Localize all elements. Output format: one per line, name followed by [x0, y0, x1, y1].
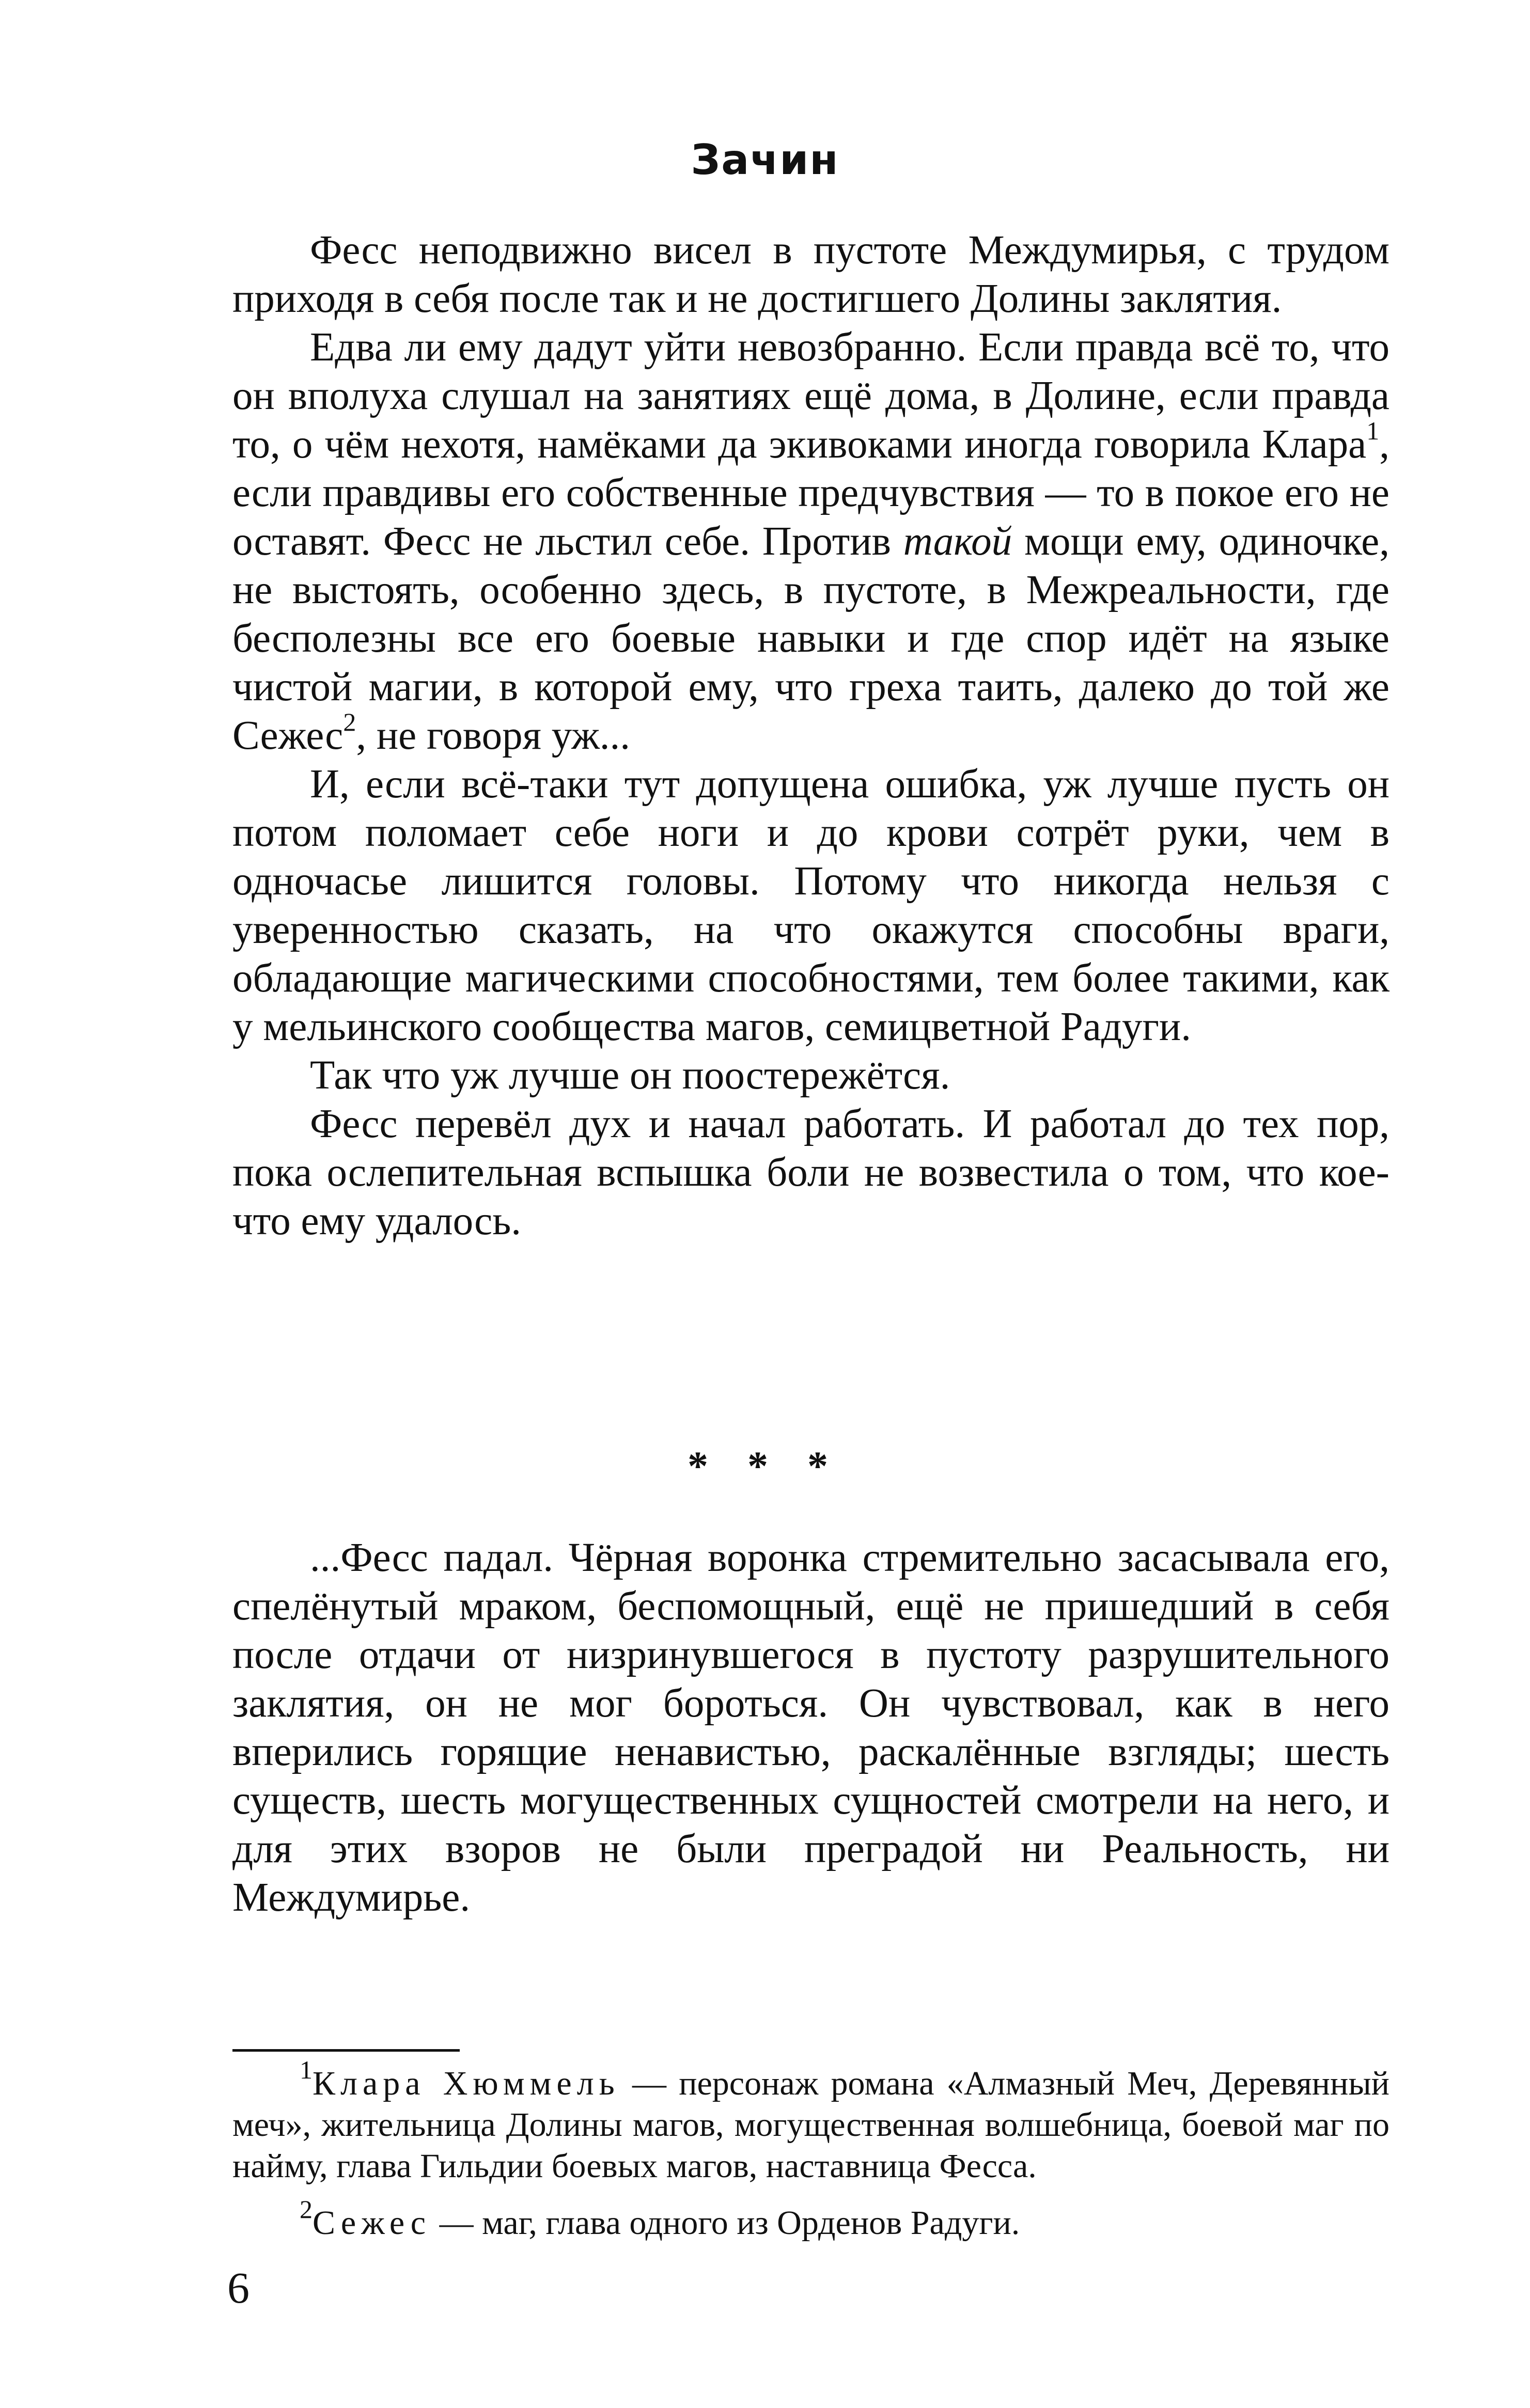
footnote-ref-1[interactable]: 1 [1366, 416, 1380, 445]
scene-break: * * * [688, 1444, 842, 1489]
footnote-1-marker: 1 [300, 2055, 313, 2084]
page-number: 6 [227, 2263, 249, 2312]
paragraph-2-italic: такой [903, 519, 1012, 564]
footnote-ref-2[interactable]: 2 [343, 707, 356, 736]
footnote-2-marker: 2 [300, 2195, 313, 2224]
footnote-1 [232, 2055, 1390, 2187]
footnote-divider [232, 2049, 460, 2052]
paragraph-2 [232, 323, 1390, 760]
paragraph-5: Фесс перевёл дух и начал работать. И работал до тех пор, пока ослепительная вспышка боли не возвестила о том, что кое-что ему удалось. [232, 1101, 1390, 1244]
footnote-1-term: Клара Хюммель [313, 2065, 620, 2102]
footnote-2-term: Сежес [313, 2204, 431, 2242]
footnote-2-text: — маг, глава одного из Орденов Радуги. [431, 2204, 1020, 2242]
paragraph-4: Так что уж лучше он поостережётся. [310, 1053, 950, 1098]
paragraph-2-part-1: Едва ли ему дадут уйти невозбранно. Если правда всё то, что он вполуха слушал на занятиях ещё дома, в Долине, если правда то, о чём нехотя, намёками да экивоками иногда говорила Клара [232, 325, 1390, 467]
paragraph-2-part-3: мощи ему, одиночке, не выстоять, особенно здесь, в пустоте, в Межреальности, где бесполезны все его боевые навыки и где спор идёт на языке чистой магии, в которой ему, что греха таить, далеко до той же Сежес [232, 519, 1390, 758]
paragraph-2-part-2: , если правдивы его собственные предчувствия — то в покое его не оставят. Фесс не льстил себе. Против [232, 422, 1390, 564]
paragraph-2-part-4: , не говоря уж... [356, 713, 631, 758]
main-text-bottom [232, 1534, 1390, 1922]
footnote-1-text: — персонаж романа «Алмазный Меч, Деревянный меч», жительница Долины магов, могущественная волшебница, боевой маг по найму, глава Гильдии боевых магов, наставница Фесса. [232, 2065, 1390, 2185]
footnote-2 [232, 2195, 1390, 2244]
paragraph-1: Фесс неподвижно висел в пустоте Междумирья, с трудом приходя в себя после так и не достигшего Долины заклятия. [232, 228, 1390, 321]
main-text-top [232, 226, 1390, 1246]
chapter-title: Зачин [691, 136, 839, 184]
footnotes [232, 2055, 1390, 2244]
paragraph-6: ...Фесс падал. Чёрная воронка стремительно засасывала его, спелёнутый мраком, беспомощный, ещё не пришедший в себя после отдачи от низринувшегося в пустоту разрушительного заклятия, он не мог бороться. Он чувствовал, как в него вперились горящие ненавистью, раскалённые взгляды; шесть существ, шесть могущественных сущностей смотрели на него, и для этих взоров не были преградой ни Реальность, ни Междумирье. [232, 1535, 1390, 1920]
paragraph-3: И, если всё-таки тут допущена ошибка, уж лучше пусть он потом поломает себе ноги и до крови сотрёт руки, чем в одночасье лишится головы. Потому что никогда нельзя с уверенностью сказать, на что окажутся способны враги, обладающие магическими способностями, тем более такими, как у мельинского сообщества магов, семицветной Радуги. [232, 762, 1390, 1049]
